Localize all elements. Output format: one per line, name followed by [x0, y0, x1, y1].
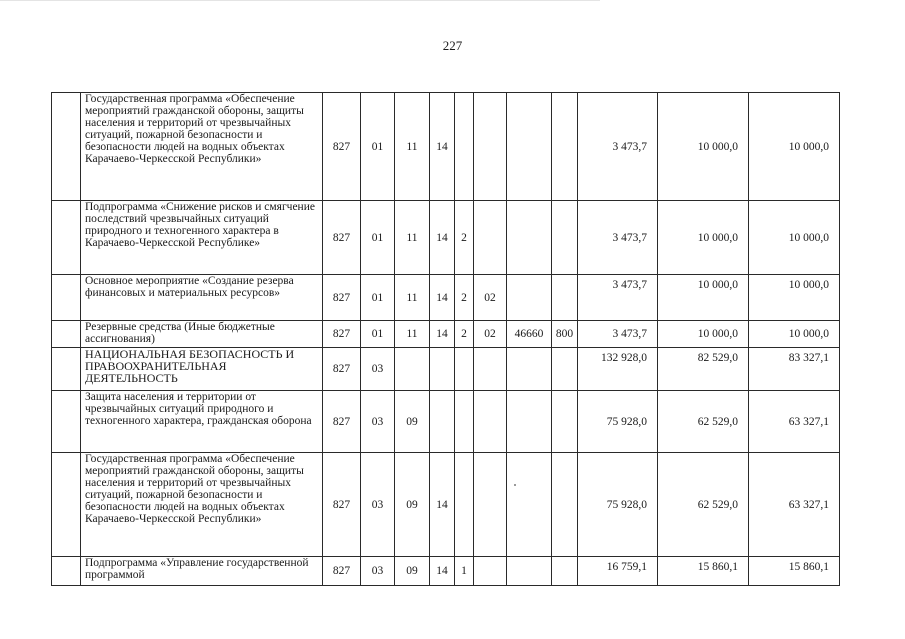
table-row [52, 93, 840, 201]
row-name: Государственная программа «Обеспечение мероприятий гражданской обороны, защиты населения и территорий от чрезвычайных ситуаций, пожарной безопасности и безопасности людей на водных объектах Карачаево-Черкесской Республики» [81, 93, 323, 201]
amount-year-1: 3 473,7 [578, 93, 658, 201]
subprogram-code: 2 [455, 321, 474, 348]
amount-year-1: 3 473,7 [578, 321, 658, 348]
subsection-code: 09 [395, 557, 430, 586]
expense-type-code [552, 275, 578, 321]
row-name: Государственная программа «Обеспечение мероприятий гражданской обороны, защиты населения и территорий от чрезвычайных ситуаций, пожарной безопасности и безопасности людей на водных объектах Карачаево-Черкесской Республики» [81, 453, 323, 557]
expense-type-code [552, 93, 578, 201]
ministry-code: 827 [323, 93, 361, 201]
expense-type-code [552, 557, 578, 586]
amount-year-1: 75 928,0 [578, 391, 658, 453]
subsection-code: 11 [395, 321, 430, 348]
amount-year-2: 10 000,0 [658, 275, 749, 321]
activity-code: 02 [474, 321, 507, 348]
activity-code [474, 391, 507, 453]
section-code: 03 [361, 453, 395, 557]
amount-year-2: 10 000,0 [658, 93, 749, 201]
subsection-code: 09 [395, 453, 430, 557]
section-code: 01 [361, 321, 395, 348]
program-code [430, 348, 455, 391]
section-code: 03 [361, 391, 395, 453]
program-code: 14 [430, 201, 455, 275]
section-code: 03 [361, 557, 395, 586]
expense-type-code: 800 [552, 321, 578, 348]
amount-year-1: 3 473,7 [578, 201, 658, 275]
activity-code [474, 453, 507, 557]
amount-year-2: 10 000,0 [658, 321, 749, 348]
row-name: Резервные средства (Иные бюджетные ассигнования) [81, 321, 323, 348]
ministry-code: 827 [323, 453, 361, 557]
amount-year-1: 3 473,7 [578, 275, 658, 321]
subsection-code: 11 [395, 201, 430, 275]
table-row [52, 275, 840, 321]
scan-speck [514, 484, 516, 486]
program-code: 14 [430, 275, 455, 321]
activity-code [474, 93, 507, 201]
direction-code: 46660 [507, 321, 552, 348]
ministry-code: 827 [323, 201, 361, 275]
direction-code [507, 275, 552, 321]
subsection-code [395, 348, 430, 391]
budget-table [51, 92, 840, 586]
subprogram-code [455, 348, 474, 391]
row-name: Подпрограмма «Управление государственной программой [81, 557, 323, 586]
amount-year-2: 82 529,0 [658, 348, 749, 391]
row-name: Защита населения и территории от чрезвычайных ситуаций природного и техногенного характера, гражданская оборона [81, 391, 323, 453]
ministry-code: 827 [323, 391, 361, 453]
row-number-cell [52, 93, 81, 201]
table-row [52, 391, 840, 453]
row-number-cell [52, 557, 81, 586]
direction-code [507, 391, 552, 453]
amount-year-3: 63 327,1 [749, 453, 840, 557]
amount-year-3: 10 000,0 [749, 321, 840, 348]
program-code: 14 [430, 557, 455, 586]
direction-code [507, 201, 552, 275]
row-number-cell [52, 453, 81, 557]
amount-year-3: 83 327,1 [749, 348, 840, 391]
table-row [52, 321, 840, 348]
amount-year-2: 62 529,0 [658, 453, 749, 557]
activity-code [474, 201, 507, 275]
subprogram-code: 2 [455, 275, 474, 321]
amount-year-3: 10 000,0 [749, 275, 840, 321]
section-code: 01 [361, 275, 395, 321]
row-number-cell [52, 275, 81, 321]
activity-code [474, 348, 507, 391]
table-row [52, 348, 840, 391]
row-number-cell [52, 348, 81, 391]
table-row [52, 201, 840, 275]
ministry-code: 827 [323, 321, 361, 348]
amount-year-3: 63 327,1 [749, 391, 840, 453]
amount-year-3: 10 000,0 [749, 93, 840, 201]
amount-year-3: 10 000,0 [749, 201, 840, 275]
row-name: НАЦИОНАЛЬНАЯ БЕЗОПАСНОСТЬ И ПРАВООХРАНИТЕЛЬНАЯ ДЕЯТЕЛЬНОСТЬ [81, 348, 323, 391]
table-row [52, 453, 840, 557]
row-name: Подпрограмма «Снижение рисков и смягчение последствий чрезвычайных ситуаций природного и техногенного характера в Карачаево-Черкесской Республике» [81, 201, 323, 275]
direction-code [507, 348, 552, 391]
subsection-code: 11 [395, 93, 430, 201]
direction-code [507, 453, 552, 557]
activity-code: 02 [474, 275, 507, 321]
program-code [430, 391, 455, 453]
subprogram-code [455, 391, 474, 453]
expense-type-code [552, 201, 578, 275]
ministry-code: 827 [323, 557, 361, 586]
program-code: 14 [430, 453, 455, 557]
amount-year-3: 15 860,1 [749, 557, 840, 586]
page-number: 227 [442, 38, 463, 53]
program-code: 14 [430, 321, 455, 348]
table-row [52, 557, 840, 586]
program-code: 14 [430, 93, 455, 201]
subsection-code: 09 [395, 391, 430, 453]
activity-code [474, 557, 507, 586]
amount-year-1: 75 928,0 [578, 453, 658, 557]
scan-edge-line [0, 0, 600, 1]
row-number-cell [52, 201, 81, 275]
subprogram-code: 1 [455, 557, 474, 586]
expense-type-code [552, 348, 578, 391]
direction-code [507, 93, 552, 201]
table-body [52, 93, 840, 586]
row-number-cell [52, 391, 81, 453]
amount-year-2: 15 860,1 [658, 557, 749, 586]
amount-year-1: 16 759,1 [578, 557, 658, 586]
row-name: Основное мероприятие «Создание резерва финансовых и материальных ресурсов» [81, 275, 323, 321]
subprogram-code: 2 [455, 201, 474, 275]
amount-year-2: 62 529,0 [658, 391, 749, 453]
section-code: 01 [361, 93, 395, 201]
row-number-cell [52, 321, 81, 348]
expense-type-code [552, 453, 578, 557]
subsection-code: 11 [395, 275, 430, 321]
direction-code [507, 557, 552, 586]
amount-year-2: 10 000,0 [658, 201, 749, 275]
ministry-code: 827 [323, 348, 361, 391]
expense-type-code [552, 391, 578, 453]
subprogram-code [455, 93, 474, 201]
subprogram-code [455, 453, 474, 557]
section-code: 03 [361, 348, 395, 391]
ministry-code: 827 [323, 275, 361, 321]
amount-year-1: 132 928,0 [578, 348, 658, 391]
section-code: 01 [361, 201, 395, 275]
